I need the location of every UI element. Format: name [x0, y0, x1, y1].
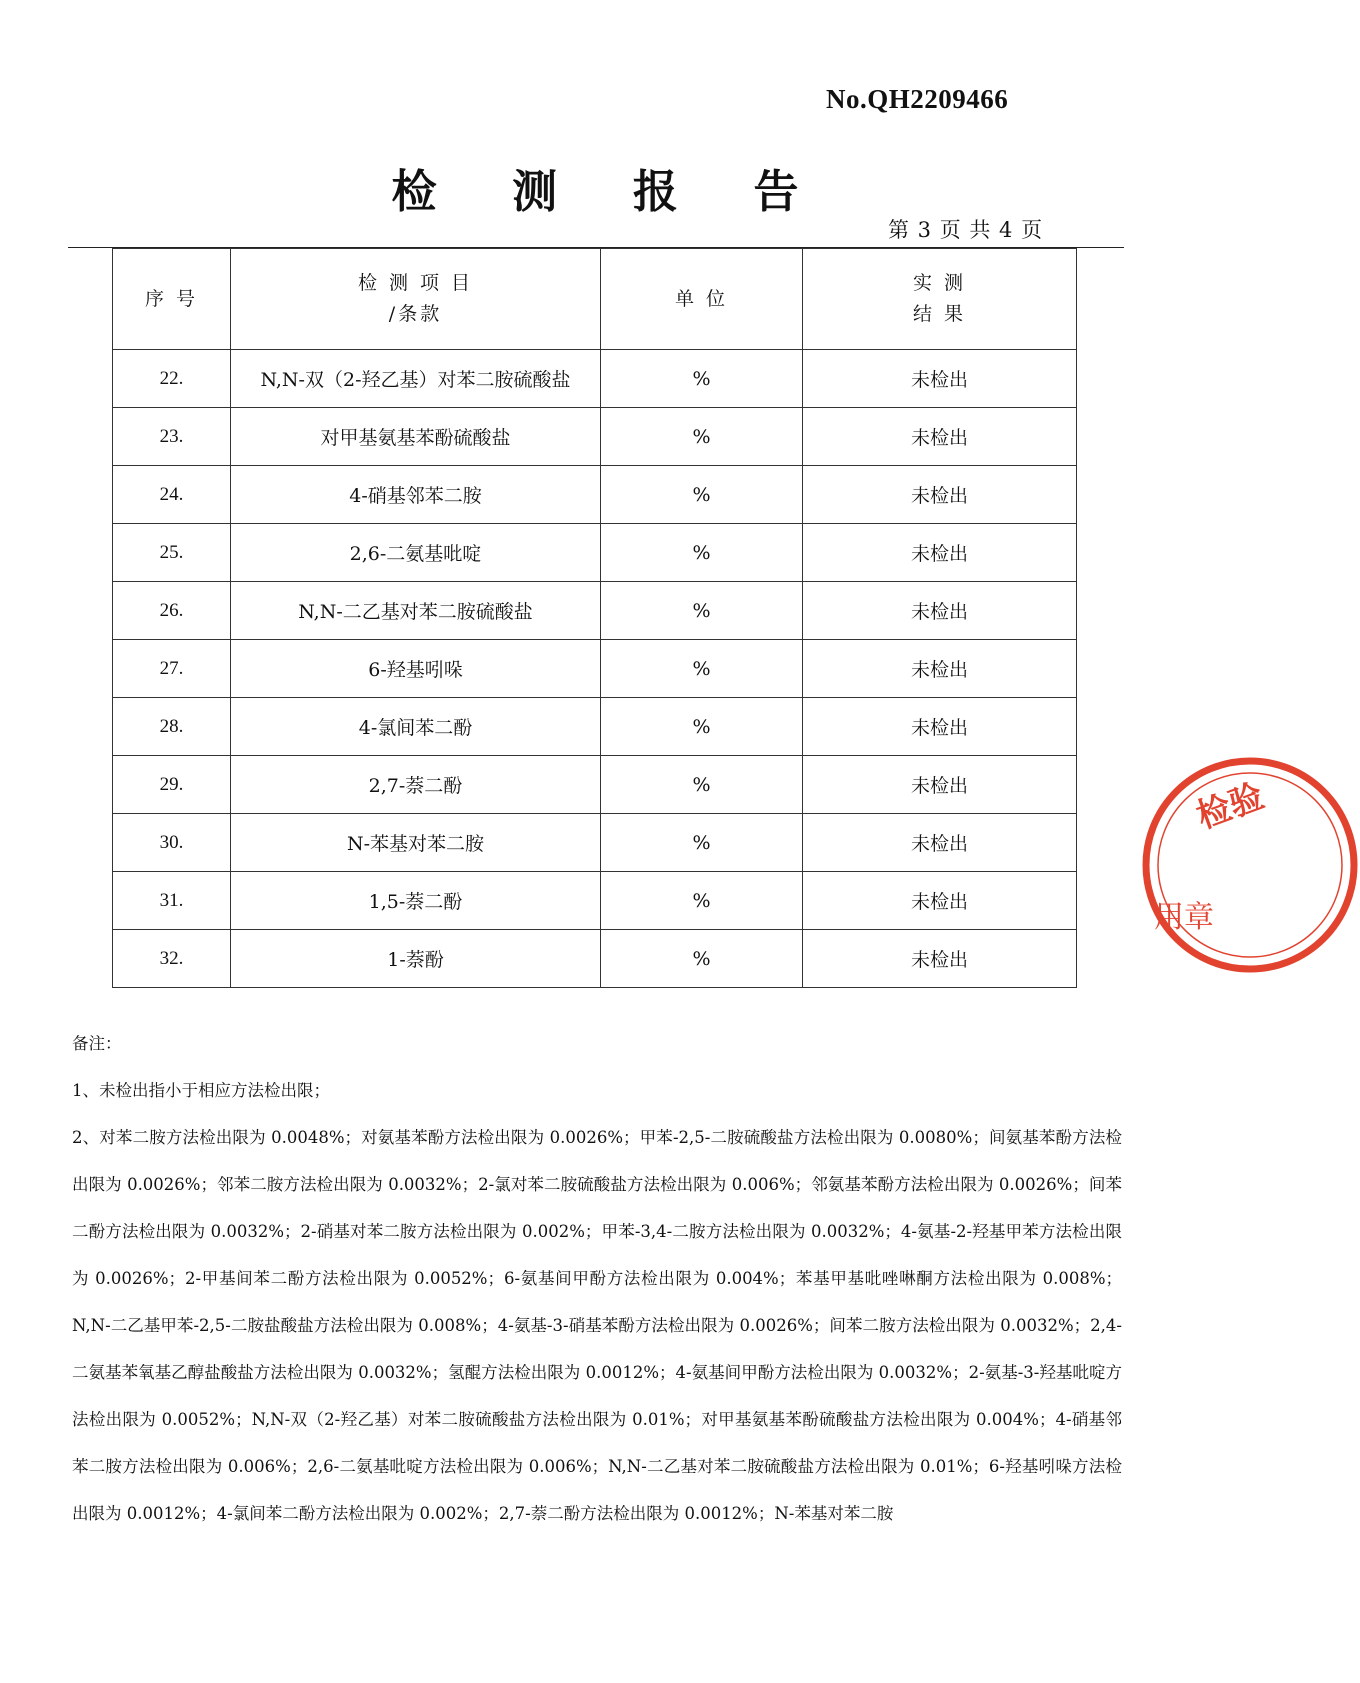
header-item-line2: /条款: [388, 303, 443, 325]
row-no: 27.: [113, 640, 231, 698]
page-indicator: 第 3 页 共 4 页: [888, 218, 1044, 242]
row-result: 未检出: [803, 408, 1077, 466]
row-unit: %: [601, 930, 803, 988]
row-unit: %: [601, 350, 803, 408]
header-result-line2: 结 果: [912, 303, 967, 325]
row-unit: %: [601, 814, 803, 872]
row-item: 2,6-二氨基吡啶: [231, 524, 601, 582]
table-row: [113, 582, 1077, 640]
remarks-section: [72, 1020, 1122, 1537]
table-row: [113, 756, 1077, 814]
header-unit: 单 位: [601, 249, 803, 350]
row-result: 未检出: [803, 872, 1077, 930]
row-item: 1,5-萘二酚: [231, 872, 601, 930]
row-item: 6-羟基吲哚: [231, 640, 601, 698]
row-item: N,N-双（2-羟乙基）对苯二胺硫酸盐: [231, 350, 601, 408]
row-result: 未检出: [803, 698, 1077, 756]
remarks-label: 备注：: [72, 1034, 122, 1053]
row-result: 未检出: [803, 930, 1077, 988]
row-unit: %: [601, 640, 803, 698]
row-item: 对甲基氨基苯酚硫酸盐: [231, 408, 601, 466]
table-row: [113, 930, 1077, 988]
row-no: 28.: [113, 698, 231, 756]
row-unit: %: [601, 524, 803, 582]
table-header-row: [113, 249, 1077, 350]
row-no: 30.: [113, 814, 231, 872]
row-item: N-苯基对苯二胺: [231, 814, 601, 872]
row-item: 1-萘酚: [231, 930, 601, 988]
header-item-line1: 检 测 项 目: [357, 272, 474, 294]
header-no: 序 号: [113, 249, 231, 350]
table-row: [113, 698, 1077, 756]
seal-text-upper: 检验: [1191, 776, 1270, 837]
row-no: 23.: [113, 408, 231, 466]
table-row: [113, 408, 1077, 466]
remarks-note-2: 2、对苯二胺方法检出限为 0.0048%；对氨基苯酚方法检出限为 0.0026%；甲苯-2,5-二胺硫酸盐方法检出限为 0.0080%；间氨基苯酚方法检出限为 0.0026%；邻苯二胺方法检出限为 0.0032%；2-氯对苯二胺硫酸盐方法检出限为 0.006%；邻氨基苯酚方法检出限为 0.0026%；间苯二酚方法检出限为 0.0032%；2-硝基对苯二胺方法检出限为 0.002%；甲苯-3,4-二胺方法检出限为 0.0032%；4-氨基-2-羟基甲苯方法检出限为 0.0026%；2-甲基间苯二酚方法检出限为 0.0052%；6-氨基间甲酚方法检出限为 0.004%；苯基甲基吡唑啉酮方法检出限为 0.008%；N,N-二乙基甲苯-2,5-二胺盐酸盐方法检出限为 0.008%；4-氨基-3-硝基苯酚方法检出限为 0.0026%；间苯二胺方法检出限为 0.0032%；2,4-二氨基苯氧基乙醇盐酸盐方法检出限为 0.0032%；氢醌方法检出限为 0.0012%；4-氨基间甲酚方法检出限为 0.0032%；2-氨基-3-羟基吡啶方法检出限为 0.0052%；N,N-双（2-羟乙基）对苯二胺硫酸盐方法检出限为 0.01%；对甲基氨基苯酚硫酸盐方法检出限为 0.004%；4-硝基邻苯二胺方法检出限为 0.006%；2,6-二氨基吡啶方法检出限为 0.006%；N,N-二乙基对苯二胺硫酸盐方法检出限为 0.01%；6-羟基吲哚方法检出限为 0.0012%；4-氯间苯二酚方法检出限为 0.002%；2,7-萘二酚方法检出限为 0.0012%；N-苯基对苯二胺: [72, 1128, 1122, 1523]
table-row: [113, 640, 1077, 698]
header-result-line1: 实 测: [912, 272, 967, 294]
row-no: 31.: [113, 872, 231, 930]
row-no: 24.: [113, 466, 231, 524]
results-table: [112, 248, 1077, 988]
row-unit: %: [601, 872, 803, 930]
row-result: 未检出: [803, 582, 1077, 640]
table-row: [113, 350, 1077, 408]
seal-text-lower: 用章: [1154, 900, 1214, 935]
row-result: 未检出: [803, 350, 1077, 408]
row-unit: %: [601, 698, 803, 756]
row-item: 4-氯间苯二酚: [231, 698, 601, 756]
row-item: N,N-二乙基对苯二胺硫酸盐: [231, 582, 601, 640]
remarks-note-1: 1、未检出指小于相应方法检出限；: [72, 1081, 330, 1100]
header-item: [231, 249, 601, 350]
table-row: [113, 872, 1077, 930]
row-no: 22.: [113, 350, 231, 408]
report-title: 检 测 报 告: [391, 165, 829, 218]
row-result: 未检出: [803, 814, 1077, 872]
row-unit: %: [601, 466, 803, 524]
table-row: [113, 524, 1077, 582]
row-unit: %: [601, 582, 803, 640]
row-item: 2,7-萘二酚: [231, 756, 601, 814]
header-result: [803, 249, 1077, 350]
row-result: 未检出: [803, 640, 1077, 698]
row-result: 未检出: [803, 524, 1077, 582]
table-row: [113, 466, 1077, 524]
row-no: 25.: [113, 524, 231, 582]
row-unit: %: [601, 756, 803, 814]
row-item: 4-硝基邻苯二胺: [231, 466, 601, 524]
table-row: [113, 814, 1077, 872]
row-result: 未检出: [803, 466, 1077, 524]
report-number: No.QH2209466: [826, 84, 1009, 114]
row-no: 32.: [113, 930, 231, 988]
row-no: 29.: [113, 756, 231, 814]
inspection-seal: [1140, 755, 1360, 975]
row-result: 未检出: [803, 756, 1077, 814]
row-unit: %: [601, 408, 803, 466]
row-no: 26.: [113, 582, 231, 640]
